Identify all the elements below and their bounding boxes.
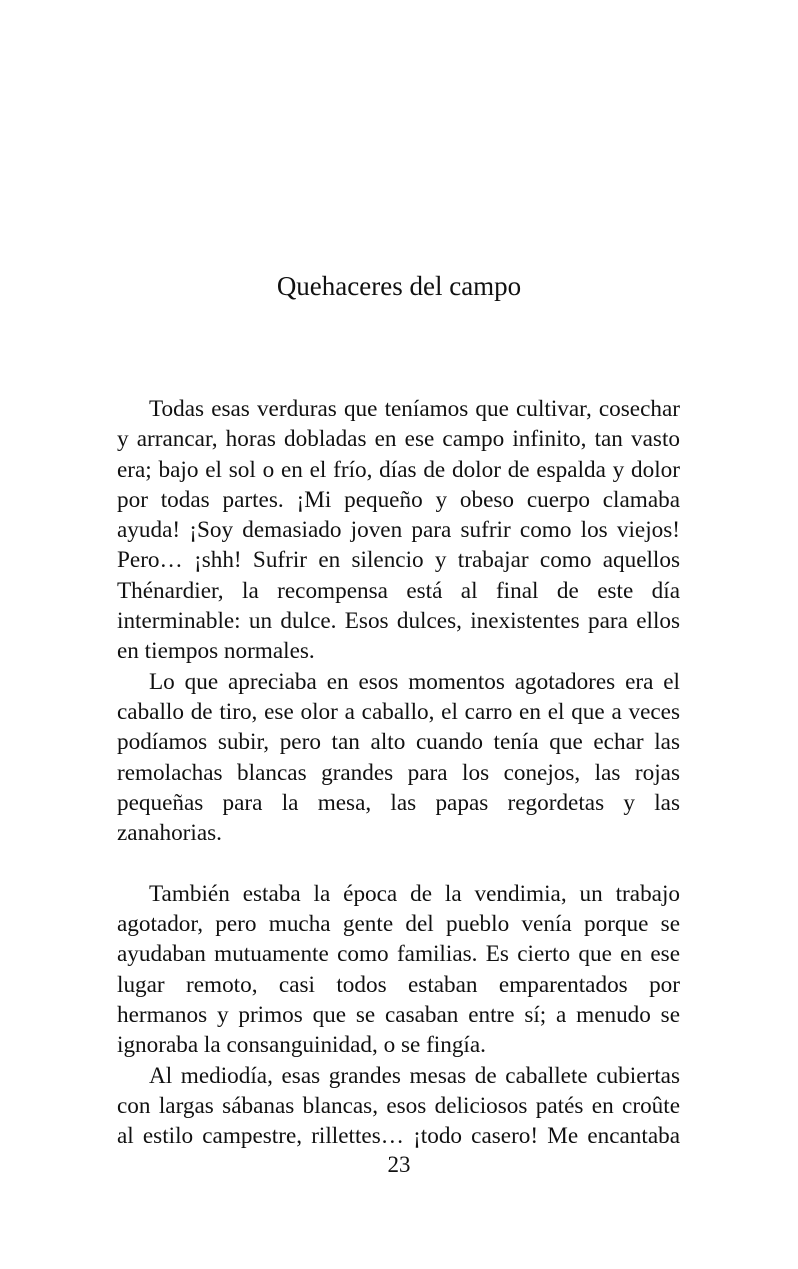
chapter-title: Quehaceres del campo [276,271,522,301]
paragraph-1: Todas esas verduras que teníamos que cultivar, cosechar y arrancar, horas dobladas en ese campo infinito, tan vasto era; bajo el sol o en el frío, días de dolor de espalda y dolor por todas partes. ¡Mi pequeño y obeso cuerpo clamaba ayuda! ¡Soy demasiado joven para sufrir como los viejos! Pero… ¡shh! Sufrir en silencio y trabajar como aquellos Thénardier, la recompensa está al final de este día interminable: un dulce. Esos dulces, inexistentes para ellos en tiempos normales. [117,396,680,665]
paragraph-2: Lo que apreciaba en esos momentos agotadores era el caballo de tiro, ese olor a caballo, el carro en el que a veces podíamos subir, pero tan alto cuando tenía que echar las remolachas blancas grandes para los conejos, las rojas pequeñas para la mesa, las papas regordetas y las zanahorias. [117,668,680,847]
paragraph-4: Al mediodía, esas grandes mesas de caballete cubiertas con largas sábanas blancas, esos deliciosos patés en croûte al estilo campestre, rillettes… ¡todo casero! Me encantaba [117,1062,680,1150]
body-text [117,394,680,1151]
paragraph-3: También estaba la época de la vendimia, un trabajo agotador, pero mucha gente del pueblo venía porque se ayudaban mutuamente como familias. Es cierto que en ese lugar remoto, casi todos estaban emparentados por hermanos y primos que se casaban entre sí; a menudo se ignoraba la consanguinidad, o se fingía. [117,880,680,1059]
page-number: 23 [387,1152,411,1177]
